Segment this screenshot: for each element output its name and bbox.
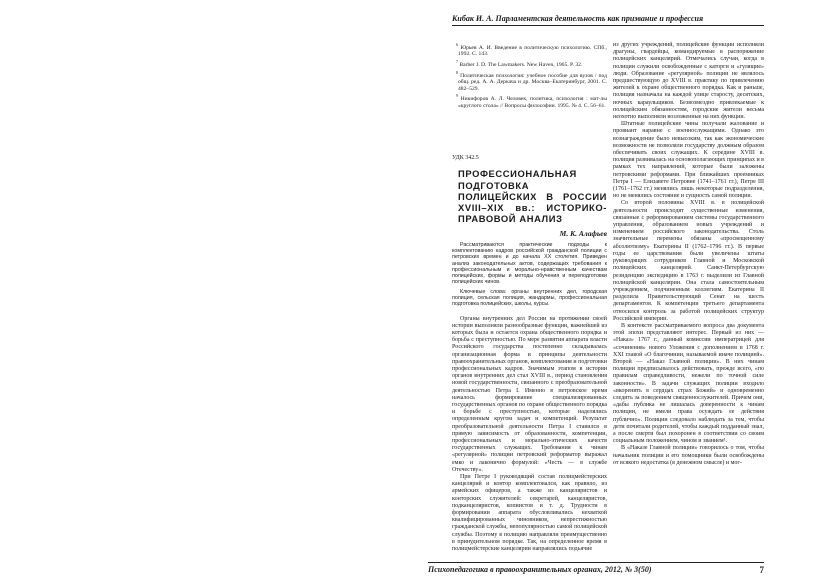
left-body-text <box>452 316 607 554</box>
footnote-text: Политическая психология: учебное пособие для вузов / под общ. ред. А. А. Деркача и др. Москва–Екатеринбург, 2001. С. 482–529. <box>458 72 607 92</box>
footnote-number: 9 <box>456 93 458 99</box>
footnotes <box>452 42 607 109</box>
journal-name: Психопедагогика в правоохранительных органах, 2012, № 3(50) <box>428 565 652 574</box>
footnote <box>458 42 607 58</box>
footnote-number: 8 <box>456 69 458 75</box>
footnote-text: Barber J. D. The Lawmakers. New Haven, 1965. P. 32. <box>459 61 583 68</box>
body-paragraph: При Петре I руководящий состав полицмейстерских канцелярий и контор комплектовался, как правило, из армейских офицеров, а также из канцеляристов и конторских служителей: секретарей, канцеляристов, подканцеляристов, копиистов и т. д. Трудности в формировании аппарата обусловливались нехваткой квалифицированных чиновников, непрестижностью гражданской службы, непопулярностью самой полицейской службы. Поэтому в полицию направляли преимущественно в принудительном порядке. Так, на определенное время в полицмейстерские канцелярии направлялись подьячие <box>452 474 607 553</box>
body-paragraph: В контексте рассматриваемого вопроса два документа этой эпохи представляют интерес. Первый из них — «Наказ» 1767 г., данный комиссии императрицей для «сочинения» нового Уложения с дополнением в 1768 г. XXI главой «О благочинии, называемой иначе полицией». Второй — «Наказ Главной полиции». В них чинам полиции предписывалось действовать, прежде всего, «по правилам справедливости, нежели по точной силе законности». В задачи служащих полиции входило «вкоренить в сердцах страх Божий» и одновременно следить за поведением священнослужителей. Причем они, «дабы публика не лишалась доверенности к чинам полиции, не имели права осуждать ее действия публично». Полиции следовало наблюдать за тем, чтобы дети почитали родителей, чтобы каждый подданный знал, а после смерти был похоронен в соответствии со своим социальным положением, чином и званием¹. <box>613 322 764 445</box>
body-paragraph: Органы внутренних дел России на протяжении своей истории выполняли разнообразные функции, важнейшей из которых была и остается охрана общественного порядка и борьба с преступностью. По мере развития аппарата власти Российского государства постепенно складывалась организационная форма и принципы деятельности правоохранительных органов, комплектования и подготовки профессиональных кадров. Значимым этапом в истории органов внутренних дел стал XVIII в., период становления новой государственности, связанного с преобразовательной деятельностью Петра I. Именно в петровское время началось формирование специализированных государственных органов по охране общественного порядка и борьбе с преступностью, которые наделялись определенным кругом задач и компетенций. Результат преобразовательной деятельности Петра I ставился в прямую зависимость от образованности, компетенции, профессиональных и морально-этических качеств государственных служащих. Требования к чинам «регулярной» полиции петровский реформатор выражал емко и лаконично формулой: «Честь — в службе Отечеству». <box>452 315 607 473</box>
body-paragraph: Со второй половины XVIII в. в полицейской деятельности происходят существенные изменения, связанные с реформированием системы государственного управления, образованием новых учреждений и изменением российского законодательства. Столь значительные перемены обязаны «просвещенному абсолютизму» Екатерины II (1762–1796 гг.). В первые годы ее царствования были увеличены штаты руководящих сотрудников Главной и Московской полицейских канцелярий. Санкт-Петербургскую резиденцию экспедицию в 1763 г. выделили из Главной полицейской канцелярии. Она стала самостоятельным учреждением, подчиненным коллегиям. Екатерина II разделила Правительствующий Сенат на шесть департаментов. К компетенции третьего департамента относился контроль за работой полицейских структур Российской империи. <box>613 200 764 322</box>
footnote-number: 6 <box>456 42 458 47</box>
udk-code: УДК 342.5 <box>452 155 479 162</box>
body-paragraph: Штатные полицейские чины получали жалование и провиант наравне с военнослужащими. Однако это вознаграждение было невысоким, так как экономические возможности не позволяли государству должным образом обеспечивать своих служащих. К середине XVIII в. полиция развивалась на основополагающих принципах и в рамках тех направлений, которые были заложены петровскими реформами. При ближайших преемниках Петра I — Елизавете Петровне (1741–1761 гг.), Петре III (1761–1762 гг.) менялись лишь некоторые подразделения, но не менялись состояние и сущность самой полиции. <box>613 121 765 200</box>
article-abstract: Рассматриваются практические подходы к комплектованию кадров российской гражданской полиции с петровских времен и до начала ХХ столетия. Приведен анализ законодательных актов, содержащих требования к профессиональным и морально-нравственным качествам полицейских, формы и методы обучения и переподготовки полицейских чинов. <box>452 241 607 286</box>
footnote <box>458 93 607 109</box>
left-column <box>452 42 607 553</box>
footnote <box>458 59 607 68</box>
footnote-text: Юрьев А. И. Введение в политическую психологию. СПб., 1992. С. 143. <box>458 44 607 58</box>
article-title: ПРОФЕССИОНАЛЬНАЯ ПОДГОТОВКА ПОЛИЦЕЙСКИХ В РОССИИ XVIII–XIX вв.: ИСТОРИКО-ПРАВОВОЙ АНАЛИЗ <box>458 168 607 225</box>
body-paragraph: В «Наказе Главной полиции» говорилось о том, чтобы начальник полиции и его помощники были освобождены от всякого недостатка (в денежном смысле) и мог- <box>613 445 764 466</box>
article-keywords: Ключевые слова: органы внутренних дел, городская полиция, сельская полиция, жандармы, профессиональная подготовка полицейских, школы, курсы. <box>452 288 607 308</box>
body-paragraph: из других учреждений, полицейские функции исполняли драгуны, гвардейцы, командируемые в распоряжение полицейских канцелярий. Отмечались случаи, когда в полиции служили освобожденные с каторги и «гулящие» люди. Образование «регулярной» полиции не являлось предшествующую до XVIII в. практику по привлечению жителей к охране общественного порядка. Как и раньше, полиция назначала на каждой улице старосту, десятских, ночных караульщиков. Безвозмездно привлекаемые к полицейским обязанностям, городские жители весьма неохотно выполняли возложенные на них функции. <box>613 42 764 121</box>
running-title: Кибак И. А. Парламентская деятельность как призвание и профессия <box>452 14 704 23</box>
page-footer <box>428 562 764 574</box>
footnote <box>458 70 607 93</box>
running-header <box>452 14 764 26</box>
article-author: М. К. Алафьев <box>559 229 607 239</box>
page-number: 7 <box>759 565 764 575</box>
footnote-text: Никифоров А. Л. Человек, политика, психология : мат-лы «круглого стола» // Вопросы философии. 1995. № 4. С. 56–61. <box>458 96 607 109</box>
footnote-number: 7 <box>456 59 458 65</box>
right-column <box>613 42 764 467</box>
